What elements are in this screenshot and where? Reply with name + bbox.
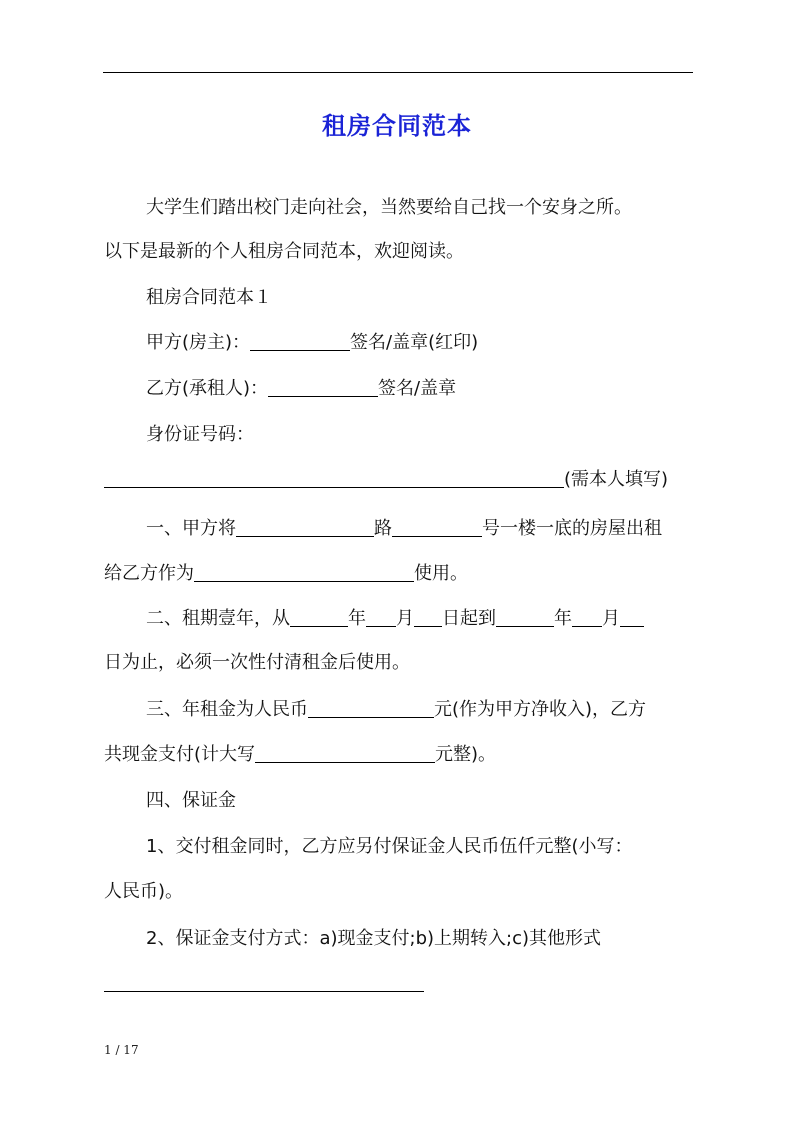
clause-1-text-a: 一、甲方将 — [146, 518, 236, 539]
clause-2-line-2: 日为止，必须一次性付清租金后使用。 — [104, 652, 410, 673]
party-a-line — [146, 331, 478, 355]
clause-2-month-label-2: 月 — [602, 608, 620, 629]
page-number: 1 / 17 — [104, 1043, 139, 1057]
clause-3-text-b: 元(作为甲方净收入)，乙方 — [434, 699, 647, 720]
clause-4-1-line-2: 人民币)。 — [104, 881, 184, 902]
clause-4-1-line-1: 1、交付租金同时，乙方应另付保证金人民币伍仟元整(小写： — [146, 836, 633, 857]
clause-1-text-e: 使用。 — [414, 563, 468, 584]
clause-1-line-2 — [104, 562, 468, 586]
clause-3-line-1 — [146, 698, 646, 722]
end-day-blank[interactable] — [620, 610, 644, 627]
number-blank[interactable] — [392, 520, 482, 537]
clause-2-line-1 — [146, 607, 644, 631]
id-line — [104, 468, 668, 492]
party-b-label: 乙方(承租人)： — [146, 378, 269, 399]
section-heading: 租房合同范本１ — [146, 287, 272, 308]
clause-1-text-c: 号一楼一底的房屋出租 — [482, 518, 662, 539]
id-blank[interactable] — [104, 471, 564, 488]
clause-3-line-2 — [104, 743, 496, 767]
document-title: 租房合同范本 — [322, 112, 472, 140]
id-note: (需本人填写) — [564, 469, 669, 490]
clause-2-month-label: 月 — [396, 608, 414, 629]
party-b-blank[interactable] — [268, 380, 378, 397]
id-label: 身份证号码： — [146, 424, 254, 445]
clause-2-text-a: 二、租期壹年，从 — [146, 608, 290, 629]
party-a-blank[interactable] — [250, 334, 350, 351]
footnote-rule — [104, 991, 424, 992]
party-a-sign: 签名/盖章(红印) — [350, 332, 479, 353]
clause-4-heading: 四、保证金 — [146, 790, 236, 811]
usage-blank[interactable] — [194, 565, 414, 582]
clause-4-2-line: 2、保证金支付方式：a)现金支付;b)上期转入;c)其他形式 — [146, 928, 601, 949]
clause-3-text-d: 元整)。 — [435, 744, 497, 765]
clause-2-year-label: 年 — [348, 608, 366, 629]
clause-2-text-d: 日起到 — [442, 608, 496, 629]
intro-line-1: 大学生们踏出校门走向社会，当然要给自己找一个安身之所。 — [146, 197, 632, 218]
start-day-blank[interactable] — [414, 610, 442, 627]
clause-2-year-label-2: 年 — [554, 608, 572, 629]
party-a-label: 甲方(房主)： — [146, 332, 251, 353]
end-month-blank[interactable] — [572, 610, 602, 627]
end-year-blank[interactable] — [496, 610, 554, 627]
header-rule — [103, 72, 693, 73]
party-b-sign: 签名/盖章 — [378, 378, 457, 399]
rent-amount-blank[interactable] — [308, 701, 434, 718]
party-b-line — [146, 377, 456, 401]
clause-1-line-1 — [146, 517, 662, 541]
start-year-blank[interactable] — [290, 610, 348, 627]
amount-words-blank[interactable] — [255, 746, 435, 763]
clause-3-text-a: 三、年租金为人民币 — [146, 699, 308, 720]
start-month-blank[interactable] — [366, 610, 396, 627]
road-blank[interactable] — [236, 520, 374, 537]
clause-1-text-b: 路 — [374, 518, 392, 539]
intro-line-2: 以下是最新的个人租房合同范本，欢迎阅读。 — [104, 241, 464, 262]
clause-3-text-c: 共现金支付(计大写 — [104, 744, 256, 765]
clause-1-text-d: 给乙方作为 — [104, 563, 194, 584]
